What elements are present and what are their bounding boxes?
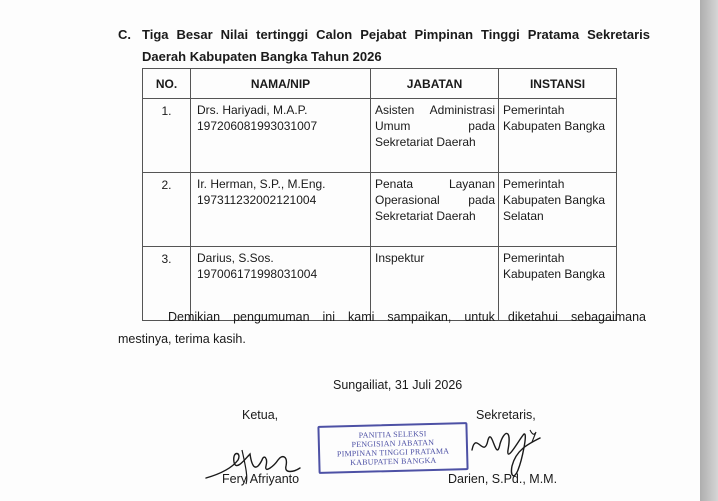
sekretaris-name: Darien, S.Pd., M.M.	[448, 472, 558, 486]
closing-line-2: mestinya, terima kasih.	[118, 332, 246, 346]
institution-line: Pemerintah	[503, 103, 565, 117]
position-line: Sekretariat Daerah	[375, 135, 476, 149]
candidate-name: Drs. Hariyadi, M.A.P.	[197, 103, 308, 117]
header-nama: NAMA/NIP	[191, 69, 371, 99]
candidate-nip: 197206081993031007	[197, 119, 318, 133]
institution-line: Kabupaten Bangka	[503, 267, 606, 281]
stamp-line: KABUPATEN BANGKA	[350, 455, 437, 468]
sekretaris-label: Sekretaris,	[476, 408, 536, 422]
institution-line: Pemerintah	[503, 251, 565, 265]
ketua-name: Fery Afriyanto	[222, 472, 300, 486]
position-line: Inspektur	[375, 251, 425, 265]
stamp-line: PANITIA SELEKSI	[358, 429, 427, 440]
row-number: 3.	[143, 247, 191, 321]
institution-cell	[499, 99, 617, 173]
name-cell	[191, 173, 371, 247]
position-line: Penata Layanan	[375, 177, 495, 191]
header-jabatan: JABATAN	[371, 69, 499, 99]
institution-cell	[499, 173, 617, 247]
section-letter: C.	[118, 27, 131, 42]
institution-line: Selatan	[503, 209, 544, 223]
candidate-nip: 197311232002121004	[197, 193, 317, 207]
committee-stamp	[317, 422, 468, 474]
candidate-name: Ir. Herman, S.P., M.Eng.	[197, 177, 326, 191]
institution-line: Kabupaten Bangka	[503, 193, 606, 207]
ketua-label: Ketua,	[242, 408, 279, 422]
candidate-nip: 197006171998031004	[197, 267, 318, 281]
institution-line: Kabupaten Bangka	[503, 119, 606, 133]
position-line: Umum pada	[375, 119, 495, 133]
position-cell	[371, 173, 499, 247]
place-date: Sungailiat, 31 Juli 2026	[333, 378, 463, 392]
candidates-table	[142, 68, 617, 321]
stamp-line: PENGISIAN JABATAN	[351, 437, 435, 450]
row-number: 2.	[143, 173, 191, 247]
closing-line-1: Demikian pengumuman ini kami sampaikan, untuk diketahui sebagaimana	[168, 310, 646, 324]
section-title-line-1: Tiga Besar Nilai tertinggi Calon Pejabat Pimpinan Tinggi Pratama Sekretaris	[142, 27, 650, 42]
table-header-row	[143, 69, 617, 99]
header-no: NO.	[143, 69, 191, 99]
candidate-name: Darius, S.Sos.	[197, 251, 274, 265]
position-line: Asisten Administrasi	[375, 103, 495, 117]
position-cell	[371, 99, 499, 173]
position-line: Sekretariat Daerah	[375, 209, 476, 223]
institution-line: Pemerintah	[503, 177, 565, 191]
section-title-line-2: Daerah Kabupaten Bangka Tahun 2026	[142, 49, 382, 64]
closing-paragraph	[118, 306, 646, 350]
position-line: Operasional pada	[375, 193, 495, 207]
table-row	[143, 99, 617, 173]
row-number: 1.	[143, 99, 191, 173]
header-instansi: INSTANSI	[499, 69, 617, 99]
name-cell	[191, 99, 371, 173]
table-row	[143, 173, 617, 247]
scan-edge	[700, 0, 718, 501]
stamp-line: PIMPINAN TINGGI PRATAMA	[336, 446, 450, 459]
